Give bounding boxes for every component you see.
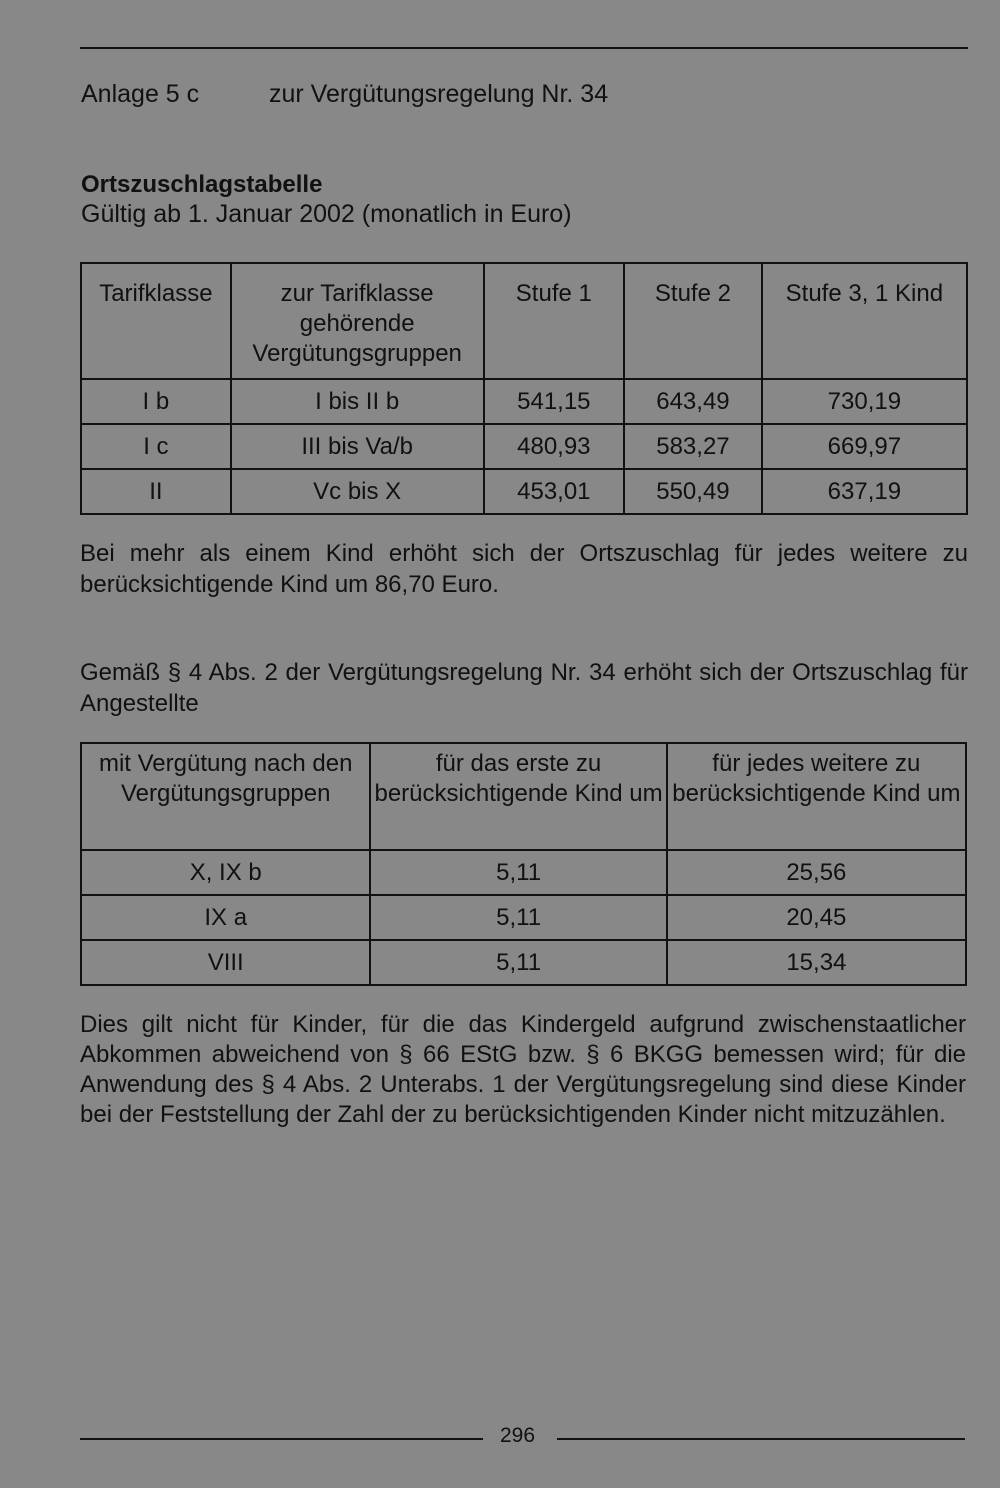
table-cell: X, IX b	[81, 850, 370, 895]
document-subtitle: Gültig ab 1. Januar 2002 (monatlich in Euro)	[81, 200, 572, 228]
table-cell: 20,45	[667, 895, 966, 940]
table-row	[81, 850, 966, 895]
increase-table	[80, 742, 967, 986]
table-row	[81, 379, 967, 424]
table-cell: 5,11	[370, 850, 666, 895]
column-header-verguetungsgruppen: mit Vergütung nach den Vergütungsgruppen	[81, 743, 370, 850]
table-cell: 25,56	[667, 850, 966, 895]
table-row	[81, 469, 967, 514]
table-cell: 453,01	[484, 469, 625, 514]
column-header-erstes-kind: für das erste zu berücksichtigende Kind um	[370, 743, 666, 850]
table-cell: 5,11	[370, 940, 666, 985]
top-rule	[80, 47, 968, 49]
footer-rule-left	[80, 1438, 483, 1440]
table-cell: 643,49	[624, 379, 762, 424]
table-cell: 730,19	[762, 379, 967, 424]
table-cell: 480,93	[484, 424, 625, 469]
column-header-stufe-2: Stufe 2	[624, 263, 762, 379]
column-header-tarifklasse: Tarifklasse	[81, 263, 231, 379]
annex-label: Anlage 5 c	[81, 80, 200, 108]
table-cell: VIII	[81, 940, 370, 985]
regulation-reference: zur Vergütungsregelung Nr. 34	[269, 80, 609, 108]
table-row	[81, 940, 966, 985]
table-cell: 15,34	[667, 940, 966, 985]
document-title: Ortszuschlagstabelle	[81, 171, 323, 198]
table-cell: 583,27	[624, 424, 762, 469]
page-number: 296	[500, 1424, 536, 1447]
table-row	[81, 895, 966, 940]
table-cell: III bis Va/b	[231, 424, 484, 469]
column-header-weiteres-kind: für jedes weitere zu berücksichtigende Kind um	[667, 743, 966, 850]
additional-child-note: Bei mehr als einem Kind erhöht sich der Ortszuschlag für jedes weitere zu berücksichtigende Kind um 86,70 Euro.	[80, 540, 968, 598]
increase-intro-paragraph: Gemäß § 4 Abs. 2 der Vergütungsregelung Nr. 34 erhöht sich der Ortszuschlag für Angestellte	[80, 659, 968, 717]
table-cell: Vc bis X	[231, 469, 484, 514]
table-cell: 5,11	[370, 895, 666, 940]
table-header-row	[81, 263, 967, 379]
column-header-stufe-1: Stufe 1	[484, 263, 625, 379]
table-cell: I bis II b	[231, 379, 484, 424]
table-cell: 637,19	[762, 469, 967, 514]
ortszuschlag-table	[80, 262, 968, 515]
column-header-verguetungsgruppen: zur Tarifklasse gehörende Vergütungsgruppen	[231, 263, 484, 379]
table-cell: I b	[81, 379, 231, 424]
exception-paragraph: Dies gilt nicht für Kinder, für die das Kindergeld aufgrund zwischenstaatlicher Abkommen abweichend von § 66 EStG bzw. § 6 BKGG bemessen wird; für die Anwendung des § 4 Abs. 2 Unterabs. 1 der Vergütungsregelung sind diese Kinder bei der Feststellung der Zahl der zu berücksichtigenden Kinder nicht mitzuzählen.	[80, 1011, 966, 1128]
footer-rule-right	[557, 1438, 965, 1440]
table-cell: 541,15	[484, 379, 625, 424]
table-cell: I c	[81, 424, 231, 469]
table-cell: IX a	[81, 895, 370, 940]
column-header-stufe-3: Stufe 3, 1 Kind	[762, 263, 967, 379]
table-cell: II	[81, 469, 231, 514]
table-cell: 550,49	[624, 469, 762, 514]
table-cell: 669,97	[762, 424, 967, 469]
table-header-row	[81, 743, 966, 850]
table-row	[81, 424, 967, 469]
page-header	[81, 80, 609, 109]
